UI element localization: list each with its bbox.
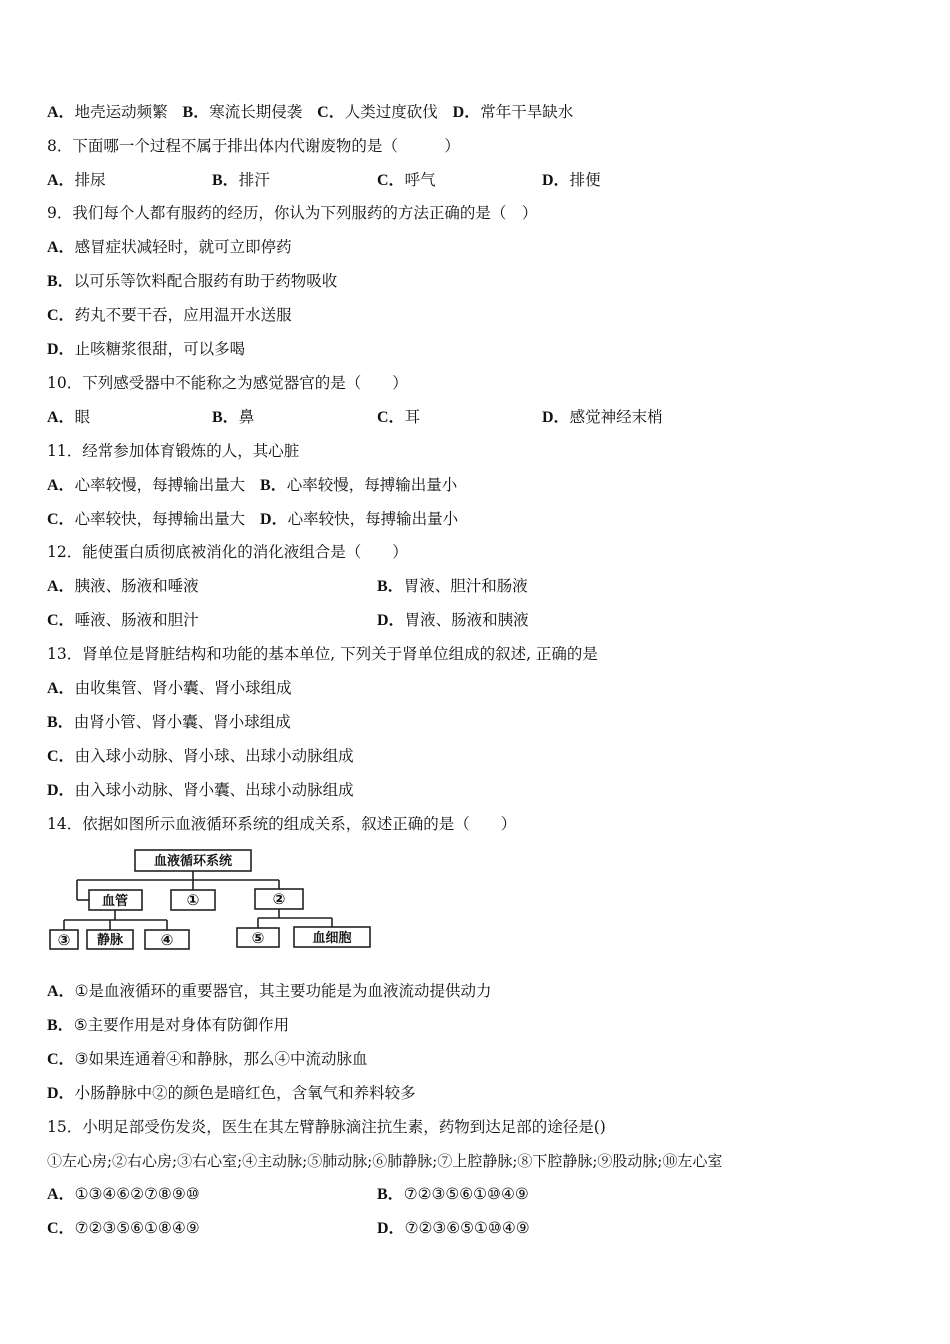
q14-option-b [47,1015,289,1036]
q15-option-b-text: ⑦②③⑤⑥①⑩④⑨ [403,1185,529,1203]
q13-option-b-label: B． [47,714,74,731]
q11-option-a-label: A． [47,477,75,494]
q12-option-a-text: 胰液、肠液和唾液 [74,577,199,595]
q12-option-c-label: C． [47,612,75,629]
q10-stem: 10．下列感受器中不能称之为感觉器官的是（ ） [47,374,408,392]
q11-stem: 11．经常参加体育锻炼的人，其心脏 [47,442,300,460]
q9-stem: 9．我们每个人都有服药的经历，你认为下列服药的方法正确的是（ ） [47,204,538,222]
q9-option-b [47,271,337,292]
q9-option-c [47,305,292,326]
q11-option-d-label: D． [260,511,288,528]
q15-option-d [377,1218,530,1239]
q13-option-d-text: 由入球小动脉、肾小囊、出球小动脉组成 [74,781,354,799]
q9-option-d-text: 止咳糖浆很甜，可以多喝 [74,340,246,358]
q14-option-b-label: B． [47,1017,74,1034]
q15-option-a-label: A． [47,1186,75,1203]
q8-option-a-label: A． [47,172,75,189]
q10-option-d [542,407,663,428]
q9-option-a-label: A． [47,239,75,256]
diagram-root-label: 血液循环系统 [153,854,233,869]
q7-option-c: 人类过度砍伐 [344,103,438,121]
q13-option-d [47,780,354,801]
q10-option-a-text: 眼 [74,408,91,426]
q12-option-a-label: A． [47,578,75,595]
q13-stem: 13．肾单位是肾脏结构和功能的基本单位, 下列关于肾单位组成的叙述, 正确的是 [47,645,598,663]
q15-option-d-text: ⑦②③⑥⑤①⑩④⑨ [404,1219,530,1237]
q14-option-b-text: ⑤主要作用是对身体有防御作用 [73,1016,290,1034]
q11-option-b-label: B． [260,477,287,494]
q13-option-c-text: 由入球小动脉、肾小球、出球小动脉组成 [74,747,354,765]
q8-option-c-text: 呼气 [404,171,436,189]
q9-option-b-text: 以可乐等饮料配合服药有助于药物吸收 [73,272,338,290]
q10-option-b-label: B． [212,409,239,426]
diagram-n4-label: ④ [160,931,174,949]
q15-option-c [47,1218,200,1239]
q14-option-a [47,981,491,1002]
q14-option-d-text: 小肠静脉中②的颜色是暗红色，含氧气和养料较多 [74,1084,416,1102]
q7-option-c-label: C． [317,104,345,121]
q7-options [47,102,573,123]
q12-option-a [47,576,199,597]
q11-option-c-label: C． [47,511,75,528]
diagram-vein-label: 静脉 [96,933,124,948]
q9-option-b-label: B． [47,273,74,290]
q9-option-a [47,237,292,258]
q14-option-a-text: ①是血液循环的重要器官，其主要功能是为血液流动提供动力 [74,982,492,1000]
q7-option-a-label: A． [47,104,75,121]
q11-option-c-text: 心率较快，每搏输出量大 [74,510,246,528]
circulatory-system-diagram [47,843,379,960]
q15-stem: 15．小明足部受伤发炎，医生在其左臂静脉滴注抗生素，药物到达足部的途径是() [47,1118,606,1136]
q7-option-d: 常年干旱缺水 [480,103,574,121]
q13-option-a [47,678,292,699]
q9-option-c-text: 药丸不要干吞，应用温开水送服 [74,306,292,324]
q15-legend: ①左心房;②右心房;③右心室;④主动脉;⑤肺动脉;⑥肺静脉;⑦上腔静脉;⑧下腔静脉;⑨股动脉;⑩左心室 [47,1152,723,1170]
q14-option-d-label: D． [47,1085,75,1102]
q8-option-b-label: B． [212,172,239,189]
q10-option-b-text: 鼻 [238,408,255,426]
q9-option-a-text: 感冒症状减轻时，就可立即停药 [74,238,292,256]
q12-stem: 12．能使蛋白质彻底被消化的消化液组合是（ ） [47,543,408,561]
q10-option-c-text: 耳 [404,408,421,426]
diagram-n1-label: ① [186,891,200,909]
q12-option-c [47,610,199,631]
q15-option-b-label: B． [377,1186,404,1203]
diagram-n3-label: ③ [57,931,71,949]
q12-option-d-text: 胃液、肠液和胰液 [404,611,529,629]
q13-option-b [47,712,291,733]
q8-option-b-text: 排汗 [238,171,270,189]
q13-option-c [47,746,354,767]
q11-option-b-text: 心率较慢，每搏输出量小 [286,476,458,494]
q10-option-d-text: 感觉神经末梢 [569,408,663,426]
q10-option-a-label: A． [47,409,75,426]
q10-option-b [212,407,254,428]
q13-option-c-label: C． [47,748,75,765]
q14-option-c [47,1049,367,1070]
q13-option-a-text: 由收集管、肾小囊、肾小球组成 [74,679,292,697]
q12-option-b-label: B． [377,578,404,595]
q12-option-c-text: 唾液、肠液和胆汁 [74,611,199,629]
q10-option-c [377,407,420,428]
q8-option-d-label: D． [542,172,570,189]
q8-option-a-text: 排尿 [74,171,106,189]
q10-option-c-label: C． [377,409,405,426]
q11-option-a-text: 心率较慢，每搏输出量大 [74,476,246,494]
q13-option-a-label: A． [47,680,75,697]
q15-option-d-label: D． [377,1220,405,1237]
q8-stem: 8．下面哪一个过程不属于排出体内代谢废物的是（ ） [47,137,460,155]
q8-option-c-label: C． [377,172,405,189]
q15-option-c-text: ⑦②③⑤⑥①⑧④⑨ [74,1219,200,1237]
q11-options-row1 [47,475,457,496]
q14-stem: 14．依据如图所示血液循环系统的组成关系，叙述正确的是（ ） [47,815,517,833]
q14-option-c-text: ③如果连通着④和静脉，那么④中流动脉血 [74,1050,368,1068]
q15-option-c-label: C． [47,1220,75,1237]
diagram-vessel-label: 血管 [101,894,129,909]
q10-option-d-label: D． [542,409,570,426]
q9-option-c-label: C． [47,307,75,324]
q8-option-d [542,170,601,191]
q8-option-a [47,170,106,191]
diagram-n2-label: ② [272,890,286,908]
q11-options-row2 [47,509,458,530]
q7-option-d-label: D． [452,104,481,121]
q12-option-d [377,610,529,631]
q14-option-d [47,1083,416,1104]
q12-option-d-label: D． [377,612,405,629]
q15-option-a [47,1184,200,1205]
q8-option-d-text: 排便 [569,171,601,189]
q14-option-a-label: A． [47,983,75,1000]
q13-option-d-label: D． [47,782,75,799]
q10-option-a [47,407,90,428]
q15-option-b [377,1184,529,1205]
q15-option-a-text: ①③④⑥②⑦⑧⑨⑩ [74,1185,200,1203]
diagram-n5-label: ⑤ [251,929,265,947]
q14-option-c-label: C． [47,1051,75,1068]
q12-option-b-text: 胃液、胆汁和肠液 [403,577,528,595]
q9-option-d-label: D． [47,341,75,358]
q8-option-c [377,170,436,191]
q12-option-b [377,576,528,597]
diagram-bloodcell-label: 血细胞 [312,931,352,946]
q11-option-d-text: 心率较快，每搏输出量小 [287,510,459,528]
q13-option-b-text: 由肾小管、肾小囊、肾小球组成 [73,713,291,731]
q8-option-b [212,170,270,191]
q9-option-d [47,339,245,360]
q7-option-b-label: B． [182,104,210,121]
q7-option-b: 寒流长期侵袭 [209,103,303,121]
q7-option-a: 地壳运动频繁 [74,103,168,121]
